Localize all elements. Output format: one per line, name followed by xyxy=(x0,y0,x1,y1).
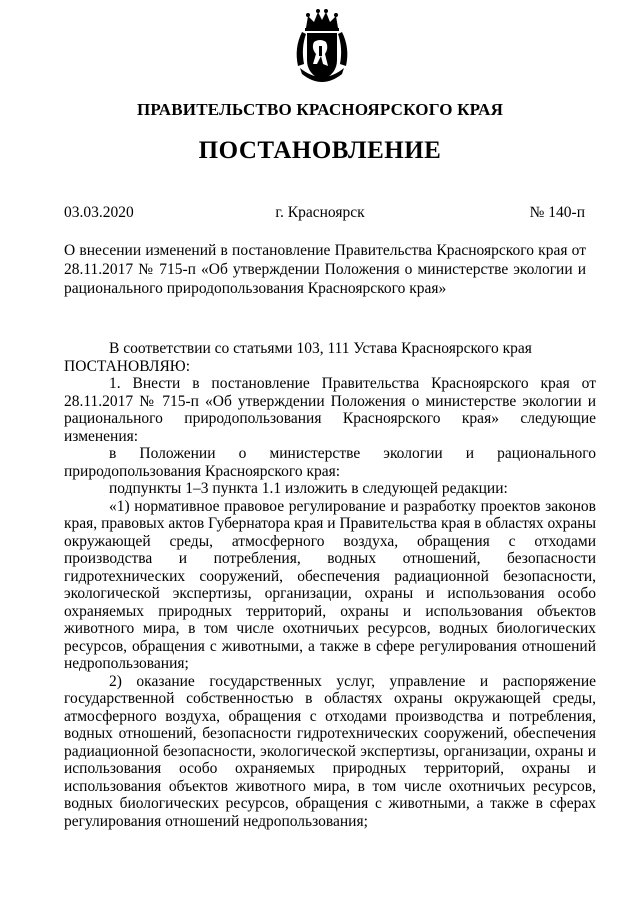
body-paragraph: «1) нормативное правовое регулирование и разработку проектов законов края, правовых актов Губернатора края и Правительства края в областях охраны окружающей среды, атмосферного воздуха, обращения с отходами производства и потребления, водных отношений, безопасности гидротехнических сооружений, обеспечения радиационной безопасности, экологической экспертизы, организации, охраны и использования особо охраняемых природных территорий, охраны и использования объектов животного мира, в том числе охотничьих ресурсов, водных биологических ресурсов, обращения с животными, а также в сфере регулирования отношений недропользования; xyxy=(64,497,596,672)
document-subject: О внесении изменений в постановление Правительства Красноярского края от 28.11.2017 № 715-п «Об утверждении Положения о министерстве экологии и рационального природопользования Красноярского края» xyxy=(64,242,586,297)
organization-name: ПРАВИТЕЛЬСТВО КРАСНОЯРСКОГО КРАЯ xyxy=(136,100,504,119)
body-paragraph: ПОСТАНОВЛЯЮ: xyxy=(64,357,191,375)
coat-of-arms-icon xyxy=(292,8,352,86)
document-body xyxy=(64,340,596,830)
body-paragraph: 2) оказание государственных услуг, управление и распоряжение государственной собственностью в областях охраны окружающей среды, атмосферного воздуха, обращения с отходами производства и потребления, водных отношений, безопасности гидротехнических сооружений, обеспечения радиационной безопасности, экологической экспертизы, организации, охраны и использования особо охраняемых природных территорий, охраны и использования объектов животного мира, в том числе охотничьих ресурсов, водных биологических ресурсов, обращения с животными, а также в сферах регулирования отношений недропользования; xyxy=(64,672,596,830)
body-paragraph: в Положении о министерстве экологии и рационального природопользования Красноярского края: xyxy=(64,445,596,480)
body-paragraph: подпункты 1–3 пункта 1.1 изложить в следующей редакции: xyxy=(109,480,508,497)
body-paragraph: 1. Внести в постановление Правительства Красноярского края от 28.11.2017 № 715-п «Об утверждении Положения о министерстве экологии и рационального природопользования Красноярского края» следующие изменения: xyxy=(64,375,596,445)
document-date: 03.03.2020 xyxy=(64,204,134,221)
document-type: ПОСТАНОВЛЕНИЕ xyxy=(198,137,442,164)
document-city: г. Красноярск xyxy=(275,204,365,221)
document-number: № 140-п xyxy=(529,204,585,221)
body-paragraph: В соответствии со статьями 103, 111 Устава Красноярского края xyxy=(109,340,532,357)
